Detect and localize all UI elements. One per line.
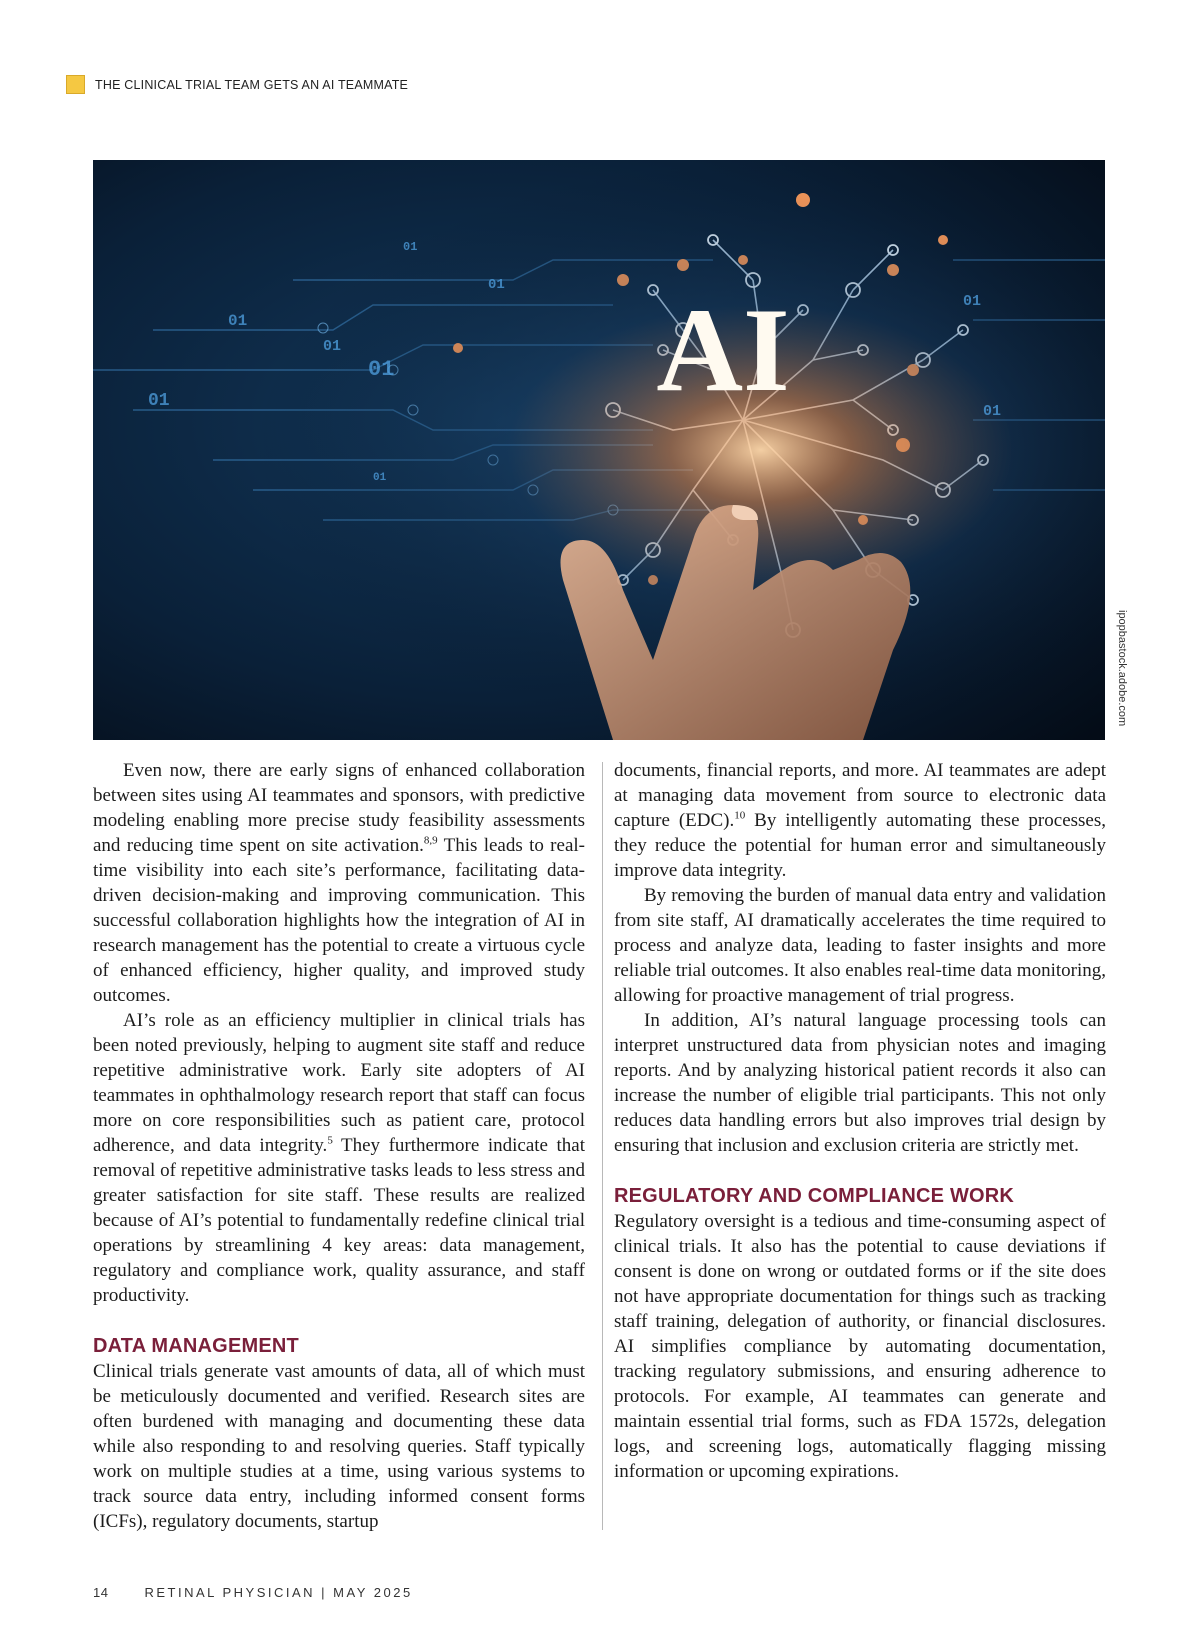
binary-label: 01 [228,312,248,330]
right-column [614,758,1106,1484]
hero-image [93,160,1105,740]
section-heading: REGULATORY AND COMPLIANCE WORK [614,1185,1015,1207]
reference-superscript: 10 [734,809,746,822]
binary-label: 01 [148,391,170,411]
page-footer [93,1585,413,1600]
paragraph: By removing the burden of manual data entry and validation from site staff, AI dramatically accelerates the time required to process and analyze data, leading to faster insights and more reliable trial outcomes. It also enables real-time data monitoring, allowing for proactive management of trial progress. [614,885,1106,1006]
binary-label: 01 [983,403,1002,420]
section-label: THE CLINICAL TRIAL TEAM GETS AN AI TEAMMATE [95,77,409,92]
ai-circuit-illustration [93,160,1105,740]
paragraph: Even now, there are early signs of enhanced collaboration between sites using AI teammates and sponsors, with predictive modeling enabling more precise study feasibility assessments and reducing time spent on site activation.$^{8,9}$ This leads to real-time visibility into each site’s performance, facilitating data-driven decision-making and improving communication. This successful collaboration highlights how the integration of AI in research management has the potential to create a virtuous cycle of enhanced efficiency, higher quality, and improved study outcomes. [93,760,585,1006]
ai-overlay-text: AI [656,283,790,416]
section-header [66,75,408,94]
binary-label: 01 [403,240,418,254]
binary-label: 01 [963,293,982,310]
paragraph: Regulatory oversight is a tedious and time-consuming aspect of clinical trials. It also has the potential to cause deviations if consent is done on wrong or outdated forms or if the site does not have appropriate documentation for things such as tracking staff training, delegation of authority, or financial disclosures. AI simplifies compliance by automating documentation, tracking regulatory submissions, and ensuring adherence to protocols. For example, AI teammates can generate and maintain essential trial forms, such as FDA 1572s, delegation logs, and screening logs, automatically flagging missing information or upcoming expirations. [614,1211,1106,1482]
binary-label: 01 [368,357,395,382]
section-heading: DATA MANAGEMENT [93,1335,299,1357]
photo-credit: ipopbastock.adobe.com [1116,610,1128,727]
reference-superscript: 8,9 [423,834,438,847]
paragraph: documents, financial reports, and more. AI teammates are adept at managing data movement from source to electronic data capture (EDC).$^{10}$ By intelligently automating these processes, they reduce the potential for human error and simultaneously improve data integrity. [614,760,1106,881]
paragraph: AI’s role as an efficiency multiplier in clinical trials has been noted previously, helping to augment site staff and reduce repetitive administrative work. Early site adopters of AI teammates in ophthalmology research report that staff can focus more on core responsibilities such as patient care, protocol adherence, and data integrity.$^5$ They furthermore indicate that removal of repetitive administrative tasks leads to less stress and greater satisfaction for site staff. These results are realized because of AI’s potential to fundamentally redefine clinical trial operations by streamlining 4 key areas: data management, regulatory and compliance work, quality assurance, and staff productivity. [93,1010,585,1306]
column-divider [602,762,603,1530]
left-column [93,758,585,1534]
section-marker-icon [66,75,85,94]
reference-superscript: 5 [327,1134,333,1147]
binary-label: 01 [488,277,505,293]
page-number: 14 [93,1585,109,1600]
binary-label: 01 [323,338,342,355]
paragraph: In addition, AI’s natural language processing tools can interpret unstructured data from physician notes and imaging reports. And by analyzing historical patient records it also can increase the number of eligible trial participants. This not only reduces data handling errors but also improves trial design by ensuring that inclusion and exclusion criteria are strictly met. [614,1010,1106,1156]
binary-label: 01 [373,472,387,484]
publication-line: RETINAL PHYSICIAN | MAY 2025 [144,1585,413,1600]
paragraph: Clinical trials generate vast amounts of data, all of which must be meticulously documented and verified. Research sites are often burdened with managing and documenting these data while also responding to and resolving queries. Staff typically work on multiple studies at a time, using various systems to track source data entry, including informed consent forms (ICFs), regulatory documents, startup [93,1361,585,1532]
